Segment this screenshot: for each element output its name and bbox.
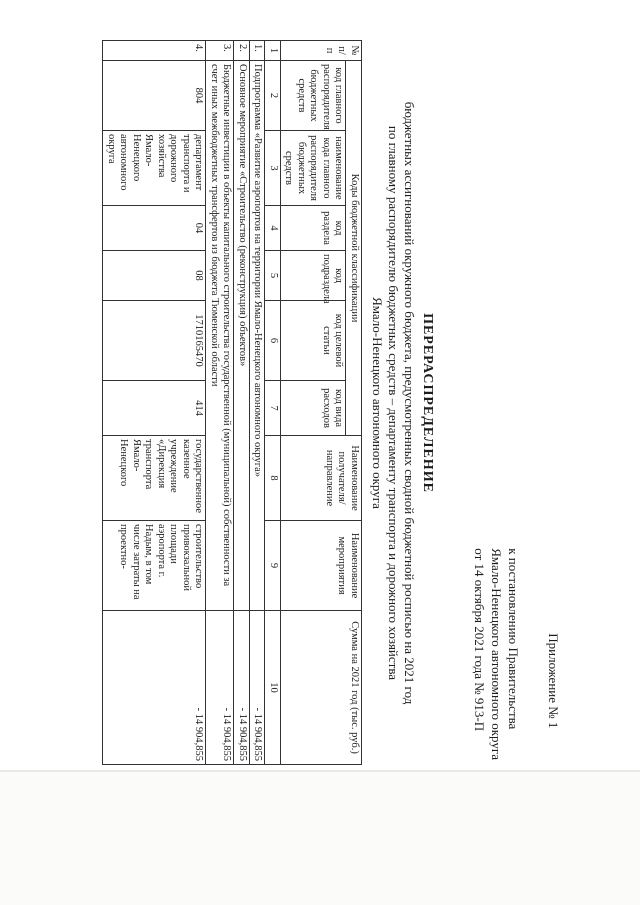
rotated-content bbox=[42, 38, 562, 768]
column-number: 8 bbox=[265, 436, 281, 521]
subsection-cell: 08 bbox=[103, 251, 206, 301]
table-row bbox=[206, 41, 234, 765]
column-number: 2 bbox=[265, 61, 281, 131]
col-code-gr-header: код главного распорядителя бюджетных средств bbox=[281, 61, 347, 131]
title-line-2: по главному распорядителю бюджетных средств – департаменту транспорта и дорожного хозяйства bbox=[386, 125, 401, 681]
row-number: 1. bbox=[250, 41, 266, 61]
recipient-cell: государственное казенное учреждение «Дирекция транспорта Ямало-Ненецкого bbox=[103, 436, 206, 521]
col-sum-header: Сумма на 2021 год (тыс. руб.) bbox=[281, 611, 362, 765]
exp-cell: 414 bbox=[103, 381, 206, 436]
col-name-gr-header: наименование кода главного распорядителя бюджетных средств bbox=[281, 131, 347, 206]
col-subsection-header: код подраздела bbox=[281, 251, 347, 301]
title-heading: ПЕРЕРАСПРЕДЕЛЕНИЕ bbox=[420, 313, 435, 493]
col-measure-header: Наименование мероприятия bbox=[281, 521, 362, 611]
title-line-1: бюджетных ассигнований окружного бюджета, предусмотренных сводной бюджетной росписью на 2021 год bbox=[402, 101, 417, 705]
annex-label: Приложение № 1 bbox=[546, 633, 561, 729]
target-cell: 1710165470 bbox=[103, 301, 206, 381]
budget-table bbox=[103, 40, 363, 765]
table-row bbox=[234, 41, 250, 765]
col-section-header: код раздела bbox=[281, 206, 347, 251]
header-line-1: к постановлению Правительства bbox=[506, 548, 521, 730]
row-sum: - 14 904,855 bbox=[234, 611, 250, 765]
col-num-header: № п/п bbox=[281, 41, 362, 61]
header-row-1 bbox=[346, 41, 362, 765]
title-line-3: Ямало-Ненецкого автономного округа bbox=[370, 297, 385, 509]
document-header bbox=[471, 548, 562, 760]
row-sum: - 14 904,855 bbox=[250, 611, 266, 765]
column-number: 9 bbox=[265, 521, 281, 611]
table-row-detail bbox=[103, 41, 206, 765]
column-number-row bbox=[265, 41, 281, 765]
name-gr-cell: департамент транспорта и дорожного хозяйства Ямало-Ненецкого автономного округа bbox=[103, 131, 206, 206]
column-number: 5 bbox=[265, 251, 281, 301]
col-target-header: код целевой статьи bbox=[281, 301, 347, 381]
column-number: 7 bbox=[265, 381, 281, 436]
sum-cell: - 14 904,855 bbox=[103, 611, 206, 765]
row-text: Бюджетные инвестиции в объекты капитального строительства государственной (муниципальной) собственности за счет иных межбюджетных трансфертов из бюджета Тюменской области bbox=[206, 61, 234, 611]
document-title bbox=[369, 38, 435, 768]
section-cell: 04 bbox=[103, 206, 206, 251]
code-gr-cell: 804 bbox=[103, 61, 206, 131]
col-exp-header: код вида расходов bbox=[281, 381, 347, 436]
column-number: 1 bbox=[265, 41, 281, 61]
row-number: 4. bbox=[103, 41, 206, 61]
header-line-2: Ямало-Ненецкого автономного округа bbox=[489, 548, 504, 760]
row-number: 2. bbox=[234, 41, 250, 61]
column-number: 6 bbox=[265, 301, 281, 381]
row-text: Подпрограмма «Развитие аэропортов на территории Ямало-Ненецкого автономного округа» bbox=[250, 61, 266, 611]
header-line-3: от 14 октября 2021 года № 913-П bbox=[472, 548, 487, 732]
col-recipient-header: Наименование получателя/ направление bbox=[281, 436, 362, 521]
row-sum: - 14 904,855 bbox=[206, 611, 234, 765]
column-number: 10 bbox=[265, 611, 281, 765]
col-codes-header: Коды бюджетной классификации bbox=[346, 61, 362, 436]
column-number: 3 bbox=[265, 131, 281, 206]
row-text: Основное мероприятие «Строительство (реконструкция) объектов» bbox=[234, 61, 250, 611]
table-row bbox=[250, 41, 266, 765]
column-number: 4 bbox=[265, 206, 281, 251]
measure-cell: строительство привокзальной площади аэропорта г. Надым, в том числе затраты на проектно- bbox=[103, 521, 206, 611]
row-number: 3. bbox=[206, 41, 234, 61]
